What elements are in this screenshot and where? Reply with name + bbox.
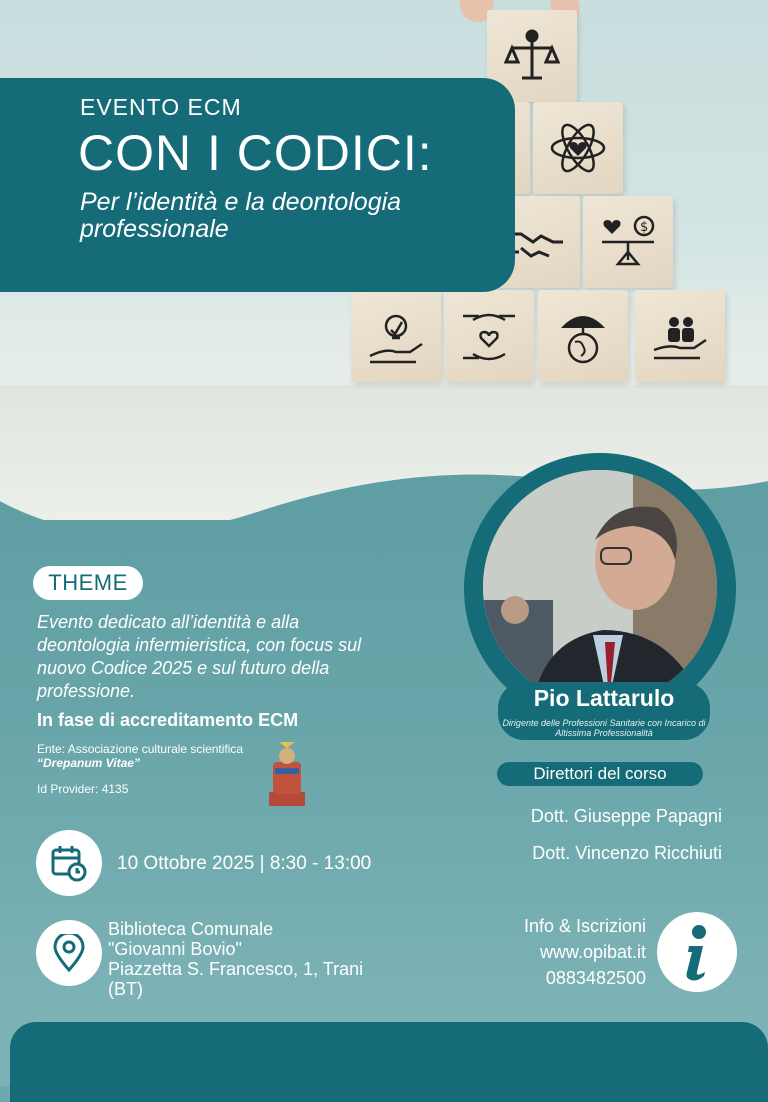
info-icon: [657, 912, 737, 992]
provider-entity-name: “Drepanum Vitae”: [37, 756, 140, 770]
footer-band: [10, 1022, 768, 1102]
event-title: CON I CODICI:: [78, 125, 433, 181]
speaker-portrait: [483, 470, 717, 704]
people-hand-icon: [650, 306, 710, 366]
address-line: Biblioteca Comunale: [108, 919, 274, 939]
speaker-photo: [483, 470, 717, 704]
info-website[interactable]: www.opibat.it: [539, 942, 646, 962]
care-block: [444, 290, 534, 382]
director-name: Dott. Vincenzo Ricchiuti: [532, 843, 722, 863]
globe-umbrella-icon: [553, 306, 613, 366]
heart-hands-icon: [459, 306, 519, 366]
address-line: Piazzetta S. Francesco, 1, Trani: [108, 959, 364, 979]
event-label: EVENTO ECM: [80, 94, 242, 120]
scales-icon: [502, 26, 562, 86]
location-pin-icon: [51, 934, 87, 972]
care-atom-block: [533, 102, 623, 194]
provider-entity: [37, 742, 277, 770]
values-block: [583, 196, 673, 288]
title-banner: [0, 78, 515, 292]
theme-label: THEME: [33, 566, 143, 600]
directors-label: Direttori del corso: [497, 762, 703, 786]
speaker-role: Dirigente delle Professioni Sanitarie con Incarico di Altissima Professionalità: [502, 718, 706, 738]
info-icon-circle: [657, 912, 737, 992]
provider-id: Id Provider: 4135: [37, 782, 129, 796]
address-line: "Giovanni Bovio": [108, 939, 242, 959]
world-block: [538, 290, 628, 382]
people-block: [635, 290, 725, 382]
info-block: [470, 913, 646, 991]
location-icon-circle: [36, 920, 102, 986]
heart-money-scale-icon: [598, 212, 658, 272]
idea-block: [351, 290, 441, 382]
event-subtitle: Per l’identità e la deontologia professionale: [80, 188, 402, 243]
provider-entity-prefix: Ente: Associazione culturale scientifica: [37, 742, 244, 756]
event-datetime: 10 Ottobre 2025 | 8:30 - 13:00: [117, 853, 372, 874]
lightbulb-hand-icon: [366, 306, 426, 366]
info-phone[interactable]: 0883482500: [545, 968, 646, 988]
director-name: Dott. Giuseppe Papagni: [530, 806, 722, 826]
svg-text:$: $: [640, 220, 649, 235]
calendar-icon: [51, 844, 87, 882]
accreditation-status: In fase di accreditamento ECM: [37, 710, 299, 730]
provider-logo: [265, 742, 309, 808]
event-address: [108, 919, 408, 999]
speaker-name: Pio Lattarulo: [533, 685, 675, 711]
atom-heart-icon: [548, 118, 608, 178]
address-line: (BT): [108, 979, 143, 999]
theme-description: Evento dedicato all’identità e alla deontologia infermieristica, con focus sul nuovo Codice 2025 e sul futuro della professione.: [37, 612, 362, 701]
calendar-icon-circle: [36, 830, 102, 896]
info-label: Info & Iscrizioni: [523, 916, 646, 936]
